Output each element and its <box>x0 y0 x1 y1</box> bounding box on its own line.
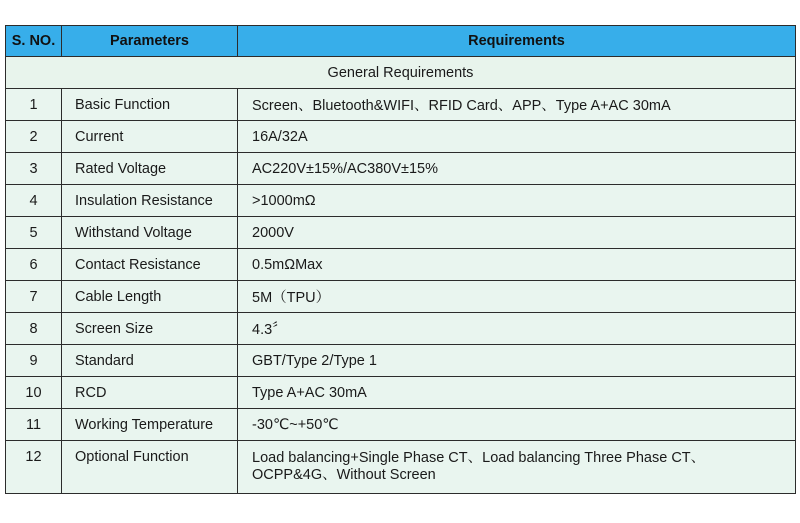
row-parameter: Basic Function <box>62 89 238 121</box>
row-parameter: Rated Voltage <box>62 153 238 185</box>
table-row <box>6 441 796 494</box>
row-parameter: Working Temperature <box>62 409 238 441</box>
row-number: 8 <box>6 313 62 345</box>
row-number: 10 <box>6 377 62 409</box>
row-parameter: Optional Function <box>62 441 238 494</box>
row-requirement: GBT/Type 2/Type 1 <box>238 345 796 377</box>
section-row <box>6 57 796 89</box>
row-number: 7 <box>6 281 62 313</box>
row-number: 5 <box>6 217 62 249</box>
row-requirement: 16A/32A <box>238 121 796 153</box>
row-requirement: Type A+AC 30mA <box>238 377 796 409</box>
row-parameter: Cable Length <box>62 281 238 313</box>
row-parameter: Screen Size <box>62 313 238 345</box>
row-requirement: 4.3〞 <box>238 313 796 345</box>
table-row <box>6 89 796 121</box>
section-title: General Requirements <box>6 57 796 89</box>
row-requirement <box>238 441 796 494</box>
row-number: 12 <box>6 441 62 494</box>
row-parameter: Current <box>62 121 238 153</box>
table-row <box>6 153 796 185</box>
requirement-line: OCPP&4G、Without Screen <box>252 467 436 483</box>
table-row <box>6 409 796 441</box>
header-row <box>6 26 796 57</box>
header-requirements: Requirements <box>238 26 796 57</box>
table-row <box>6 377 796 409</box>
requirement-line: Load balancing+Single Phase CT、Load balancing Three Phase CT、 <box>252 450 706 466</box>
row-requirement: >1000mΩ <box>238 185 796 217</box>
table-row <box>6 217 796 249</box>
row-parameter: Standard <box>62 345 238 377</box>
row-number: 9 <box>6 345 62 377</box>
row-requirement: 2000V <box>238 217 796 249</box>
row-parameter: Contact Resistance <box>62 249 238 281</box>
row-requirement: -30℃~+50℃ <box>238 409 796 441</box>
row-number: 4 <box>6 185 62 217</box>
table-row <box>6 281 796 313</box>
row-parameter: Withstand Voltage <box>62 217 238 249</box>
row-requirement: Screen、Bluetooth&WIFI、RFID Card、APP、Type A+AC 30mA <box>238 89 796 121</box>
row-parameter: Insulation Resistance <box>62 185 238 217</box>
table-row <box>6 185 796 217</box>
row-requirement: 0.5mΩMax <box>238 249 796 281</box>
row-number: 3 <box>6 153 62 185</box>
spec-table <box>5 25 796 494</box>
row-requirement: AC220V±15%/AC380V±15% <box>238 153 796 185</box>
table-row <box>6 345 796 377</box>
header-parameters: Parameters <box>62 26 238 57</box>
row-parameter: RCD <box>62 377 238 409</box>
row-number: 11 <box>6 409 62 441</box>
header-serial-number: S. NO. <box>6 26 62 57</box>
table-row <box>6 249 796 281</box>
row-number: 2 <box>6 121 62 153</box>
table-row <box>6 121 796 153</box>
row-requirement: 5M（TPU） <box>238 281 796 313</box>
table-row <box>6 313 796 345</box>
row-number: 6 <box>6 249 62 281</box>
row-number: 1 <box>6 89 62 121</box>
